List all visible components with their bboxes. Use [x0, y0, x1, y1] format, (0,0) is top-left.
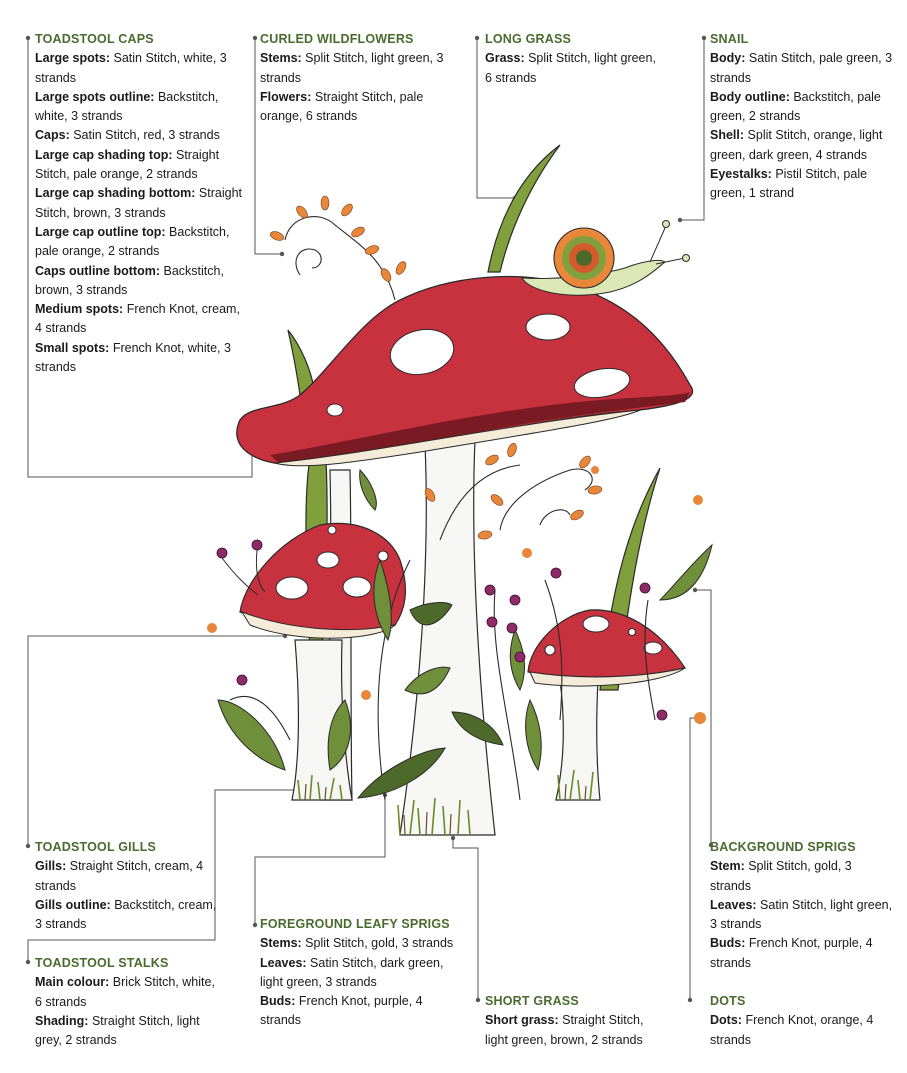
leader-snail	[680, 38, 704, 220]
snail	[522, 221, 690, 296]
caps-line-1: Large spots: Satin Stitch, white, 3 strands	[35, 51, 227, 85]
snail-line-4: Eyestalks: Pistil Stitch, pale green, 1 strand	[710, 167, 868, 201]
stalks-line-1: Main colour: Brick Stitch, white, 6 strands	[35, 975, 215, 1009]
short-grass-line-1: Short grass: Straight Stitch, light green, brown, 2 strands	[485, 1013, 644, 1047]
leader-leafy	[255, 795, 385, 925]
leafy-line-2: Leaves: Satin Stitch, dark green, light green, 3 strands	[260, 955, 444, 989]
small-cap-right	[528, 610, 685, 686]
label-foreground-leafy-sprigs	[260, 915, 455, 1031]
caps-line-4: Large cap shading top: Straight Stitch, pale orange, 2 strands	[35, 147, 220, 182]
leader-dots	[690, 718, 698, 1000]
caps-line-8: Medium spots: French Knot, cream, 4 strands	[35, 302, 240, 336]
leader-short-grass	[453, 838, 478, 1000]
wildflowers-line-1: Stems: Split Stitch, light green, 3 strands	[260, 51, 444, 85]
label-short-grass	[485, 992, 665, 1050]
caps-line-9: Small spots: French Knot, white, 3 strands	[35, 340, 231, 375]
label-curled-wildflowers	[260, 30, 450, 126]
snail-line-3: Shell: Split Stitch, orange, light green, dark green, 4 strands	[710, 128, 883, 162]
bg-sprigs-line-3: Buds: French Knot, purple, 4 strands	[710, 936, 873, 970]
label-long-grass	[485, 30, 665, 88]
snail-line-2: Body outline: Backstitch, pale green, 2 strands	[710, 89, 881, 124]
heading-toadstool-gills: TOADSTOOL GILLS	[35, 840, 157, 854]
wildflowers-line-2: Flowers: Straight Stitch, pale orange, 6 strands	[260, 89, 424, 124]
heading-snail: SNAIL	[710, 32, 749, 46]
heading-toadstool-stalks: TOADSTOOL STALKS	[35, 956, 169, 970]
gills-line-2: Gills outline: Backstitch, cream, 3 strands	[35, 897, 217, 932]
caps-line-6: Large cap outline top: Backstitch, pale orange, 2 strands	[35, 224, 230, 259]
gills-line-1: Gills: Straight Stitch, cream, 4 strands	[35, 859, 204, 893]
label-toadstool-gills	[35, 838, 220, 934]
label-snail	[710, 30, 895, 204]
heading-foreground-leafy-sprigs: FOREGROUND LEAFY SPRIGS	[260, 917, 450, 931]
heading-toadstool-caps: TOADSTOOL CAPS	[35, 32, 154, 46]
heading-short-grass: SHORT GRASS	[485, 994, 579, 1008]
heading-curled-wildflowers: CURLED WILDFLOWERS	[260, 32, 414, 46]
heading-long-grass: LONG GRASS	[485, 32, 572, 46]
heading-background-sprigs: BACKGROUND SPRIGS	[710, 840, 856, 854]
stalks-line-2: Shading: Straight Stitch, light grey, 2 strands	[35, 1013, 200, 1048]
long-grass-line-1: Grass: Split Stitch, light green, 6 strands	[485, 51, 656, 85]
snail-line-1: Body: Satin Stitch, pale green, 3 strands	[710, 51, 893, 85]
caps-line-2: Large spots outline: Backstitch, white, 3 strands	[35, 89, 219, 124]
leafy-line-3: Buds: French Knot, purple, 4 strands	[260, 994, 423, 1028]
bg-sprigs-line-1: Stem: Split Stitch, gold, 3 strands	[710, 859, 852, 893]
bg-sprigs-line-2: Leaves: Satin Stitch, light green, 3 strands	[710, 897, 893, 932]
heading-dots: DOTS	[710, 994, 746, 1008]
caps-line-5: Large cap shading bottom: Straight Stitch, brown, 3 strands	[35, 186, 243, 220]
dots-line-1: Dots: French Knot, orange, 4 strands	[710, 1013, 874, 1047]
label-dots	[710, 992, 895, 1050]
leafy-line-1: Stems: Split Stitch, gold, 3 strands	[260, 936, 454, 951]
caps-line-3: Caps: Satin Stitch, red, 3 strands	[35, 128, 220, 143]
label-background-sprigs	[710, 838, 895, 973]
label-toadstool-caps	[35, 30, 245, 377]
caps-line-7: Caps outline bottom: Backstitch, brown, 3 strands	[35, 263, 224, 297]
label-toadstool-stalks	[35, 954, 220, 1050]
